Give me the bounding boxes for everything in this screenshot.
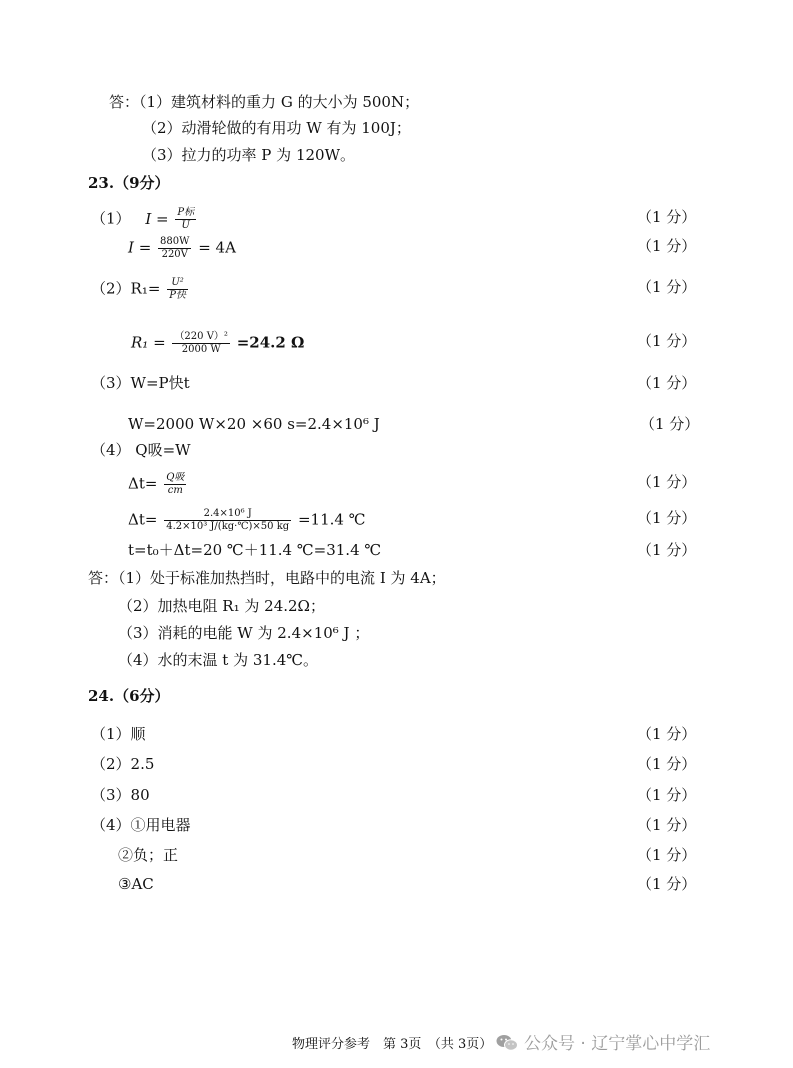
q23-step1b-fraction — [158, 236, 191, 261]
q23-step3-formula: （3）W=P快t — [91, 374, 190, 392]
q23-step1b-lhs: I = — [128, 238, 152, 257]
q23-score-5: （1 分） — [637, 374, 697, 392]
q23-step4-formula: （4） Q吸=W — [91, 441, 191, 459]
q24-answer-1: （1）顺 — [91, 725, 146, 743]
q24-answer-5: ②负；正 — [118, 846, 179, 864]
watermark — [496, 1032, 710, 1056]
q23-step2-formula — [91, 277, 190, 302]
q23-step1b-numerator: 880W — [160, 236, 190, 247]
q23-step4b-lhs: Δt= — [128, 474, 158, 493]
q24-score-4: （1 分） — [637, 816, 697, 834]
q23-step2-fraction — [167, 277, 188, 302]
q23-step2b-rhs: =24.2 Ω — [236, 333, 305, 352]
q23-step2-numerator: U² — [167, 277, 188, 290]
q23-step1b-denominator: 220V — [161, 249, 188, 260]
q23-step4b-formula — [128, 472, 188, 497]
q24-answer-2: （2）2.5 — [91, 755, 155, 773]
q23-step4c-numerator: 2.4×10⁶ J — [164, 508, 291, 521]
q23-step2-label: （2）R₁= — [91, 279, 161, 298]
q23-answer-line-3: （3）消耗的电能 W 为 2.4×10⁶ J ； — [118, 624, 370, 642]
wechat-icon — [496, 1034, 518, 1052]
q23-score-9: （1 分） — [637, 541, 697, 559]
q23-step2b-denominator: 2000 W — [181, 344, 221, 355]
q23-step1b-formula — [128, 236, 236, 261]
q23-step1-label: （1） — [91, 209, 131, 228]
q23-step2-denominator: P快 — [169, 290, 186, 301]
q23-step2b-formula — [131, 331, 304, 356]
q23-step1-fraction — [175, 207, 196, 232]
q23-answer-line-2: （2）加热电阻 R₁ 为 24.2Ω； — [118, 597, 325, 615]
q23-step1-numerator: P标 — [177, 207, 195, 218]
q24-score-6: （1 分） — [637, 875, 697, 893]
q23-step4b-numerator: Q吸 — [166, 472, 185, 483]
q23-step4b-denominator: cm — [167, 485, 183, 496]
q24-heading: 24.（6分） — [88, 687, 170, 705]
q23-score-1: （1 分） — [637, 208, 697, 226]
q23-heading: 23.（9分） — [88, 174, 170, 192]
q24-answer-6: ③AC — [118, 875, 154, 893]
q23-answer-line-4: （4）水的末温 t 为 31.4℃。 — [118, 651, 319, 669]
q23-answer-line-1: 答：（1）处于标准加热挡时，电路中的电流 I 为 4A； — [88, 569, 446, 587]
q23-score-7: （1 分） — [637, 473, 697, 491]
q24-answer-3: （3）80 — [91, 786, 150, 804]
q23-step4d-formula: t=t₀＋Δt=20 ℃＋11.4 ℃=31.4 ℃ — [128, 541, 382, 559]
q23-step4c-rhs: =11.4 ℃ — [297, 510, 366, 529]
q23-score-2: （1 分） — [637, 237, 697, 255]
q23-step1-lhs: I = — [145, 209, 169, 228]
q23-score-8: （1 分） — [637, 509, 697, 527]
q23-score-3: （1 分） — [637, 278, 697, 296]
q23-step4c-fraction — [164, 508, 291, 533]
q23-score-4: （1 分） — [637, 332, 697, 350]
q23-step4c-formula — [128, 508, 365, 533]
q24-score-3: （1 分） — [637, 786, 697, 804]
q23-step4c-denominator: 4.2×10³ J/(kg·℃)×50 kg — [166, 521, 290, 532]
q23-step3b-formula: W=2000 W×20 ×60 s=2.4×10⁶ J — [128, 415, 380, 433]
q22-answer-line-1: 答：（1）建筑材料的重力 G 的大小为 500N； — [109, 93, 420, 111]
watermark-text: 公众号 · 辽宁掌心中学汇 — [524, 1034, 711, 1054]
q23-step4b-fraction — [164, 472, 186, 497]
q23-step1-formula — [91, 207, 198, 232]
q22-answer-line-2: （2）动滑轮做的有用功 W 有为 100J； — [142, 119, 411, 137]
q22-answer-line-3: （3）拉力的功率 P 为 120W。 — [142, 146, 355, 164]
q24-score-5: （1 分） — [637, 846, 697, 864]
q23-step2b-lhs: R₁ = — [131, 333, 166, 352]
q23-step2b-numerator: （220 V）² — [174, 331, 228, 342]
q24-score-2: （1 分） — [637, 755, 697, 773]
q23-step1-denominator: U — [181, 220, 190, 231]
q23-score-6: （1 分） — [640, 415, 700, 433]
q23-step2b-fraction — [172, 331, 230, 356]
q24-answer-4: （4）①用电器 — [91, 816, 191, 834]
q24-score-1: （1 分） — [637, 725, 697, 743]
q23-step4c-lhs: Δt= — [128, 510, 158, 529]
page-footer: 物理评分参考 第 3页 （共 3页） — [292, 1037, 493, 1052]
q23-step1b-rhs: = 4A — [198, 238, 236, 257]
